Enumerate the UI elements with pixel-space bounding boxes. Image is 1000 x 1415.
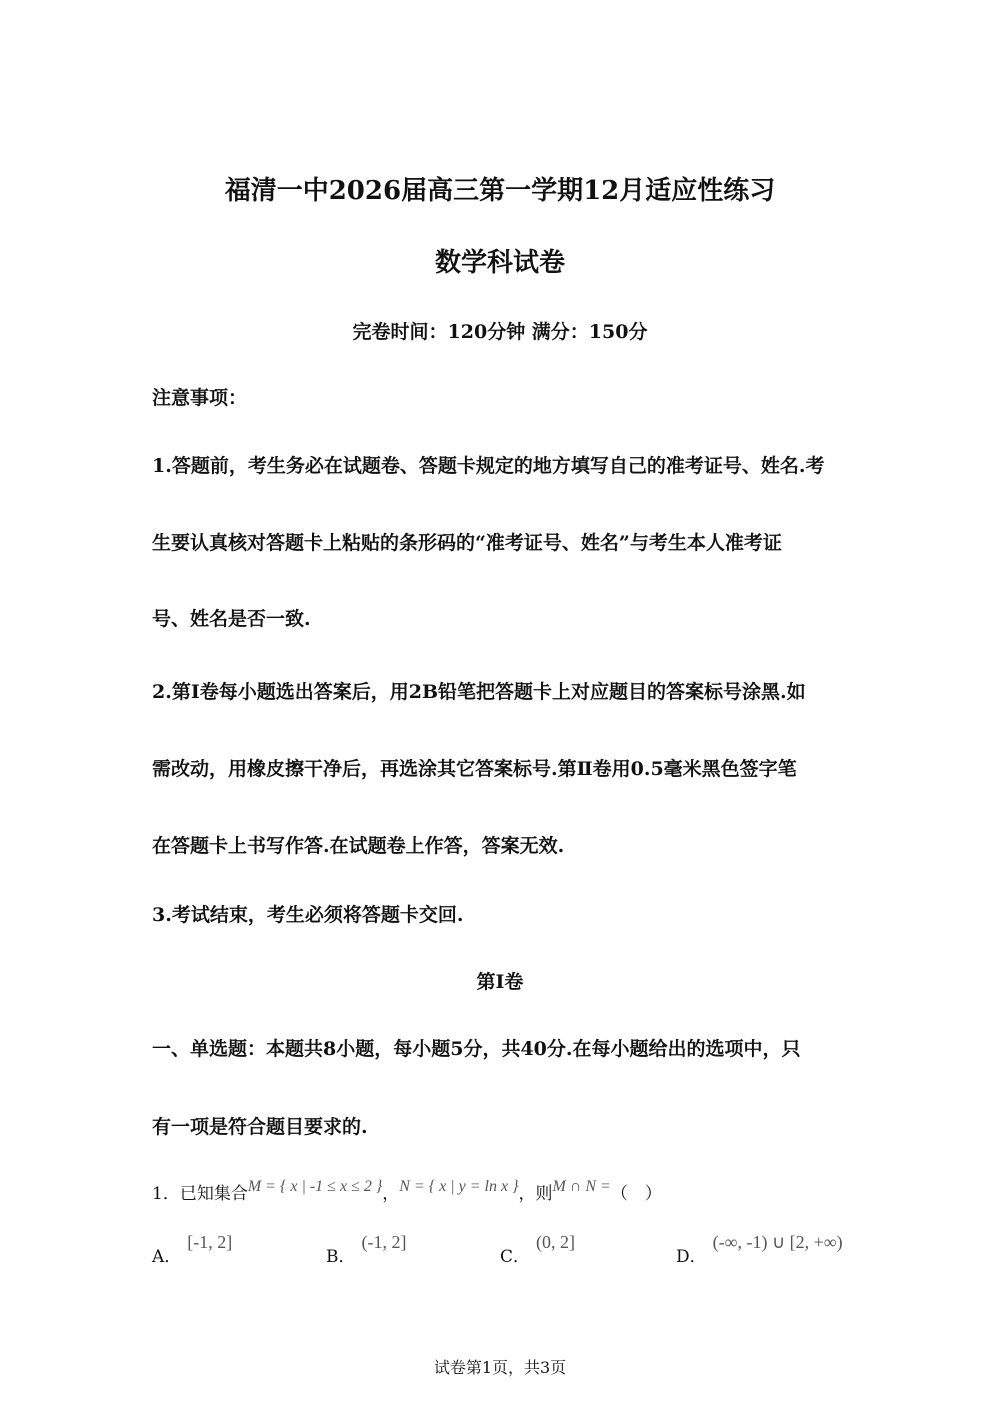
option-a — [152, 1232, 233, 1267]
option-b-label: B． — [326, 1247, 356, 1267]
set-n-expression: N = { x | y = ln x } — [399, 1178, 519, 1195]
option-b-value: (-1, 2] — [361, 1232, 407, 1252]
part-instruction-line: 有一项是符合题目要求的. — [152, 1116, 368, 1138]
exam-subtitle: 数学科试卷 — [434, 248, 565, 278]
notice-line: 在答题卡上书写作答.在试题卷上作答，答案无效. — [152, 835, 565, 857]
exam-meta: 完卷时间：120分钟 满分：150分 — [352, 321, 648, 343]
option-a-label: A． — [152, 1247, 182, 1267]
option-d — [676, 1232, 843, 1267]
intersection-expression: M ∩ N = — [552, 1178, 611, 1195]
notice-line: 生要认真核对答题卡上粘贴的条形码的“准考证号、姓名”与考生本人准考证 — [152, 532, 782, 554]
option-d-value: (-∞, -1) ∪ [2, +∞) — [712, 1232, 843, 1252]
page-footer: 试卷第1页，共3页 — [433, 1358, 567, 1377]
option-d-label: D． — [676, 1247, 707, 1267]
option-c-label: C． — [500, 1247, 531, 1267]
notice-line: 1.答题前，考生务必在试题卷、答题卡规定的地方填写自己的准考证号、姓名.考 — [152, 455, 825, 477]
question-1-comma: ， — [382, 1184, 400, 1204]
notice-line: 需改动，用橡皮擦干净后，再选涂其它答案标号.第Ⅱ卷用0.5毫米黑色签字笔 — [152, 758, 797, 780]
set-m-expression: M = { x | -1 ≤ x ≤ 2 } — [247, 1178, 383, 1195]
part-instruction-line: 一、单选题：本题共8小题，每小题5分，共40分.在每小题给出的选项中，只 — [152, 1038, 801, 1060]
question-1-prefix: 1．已知集合 — [152, 1184, 248, 1204]
option-c-value: (0, 2] — [536, 1232, 576, 1252]
notice-line: 号、姓名是否一致. — [152, 608, 311, 630]
option-b — [326, 1232, 407, 1267]
option-a-value: [-1, 2] — [187, 1232, 233, 1252]
answer-blank: （ ） — [610, 1184, 662, 1204]
question-1-then: ，则 — [518, 1184, 553, 1204]
notice-line: 2.第Ⅰ卷每小题选出答案后，用2B铅笔把答题卡上对应题目的答案标号涂黑.如 — [152, 681, 806, 703]
notice-line: 3.考试结束，考生必须将答题卡交回. — [152, 904, 464, 926]
question-1 — [152, 1179, 662, 1204]
section-title: 第Ⅰ卷 — [476, 971, 524, 993]
notice-heading: 注意事项： — [152, 387, 248, 409]
exam-title: 福清一中2026届高三第一学期12月适应性练习 — [224, 176, 776, 206]
option-c — [500, 1232, 576, 1267]
